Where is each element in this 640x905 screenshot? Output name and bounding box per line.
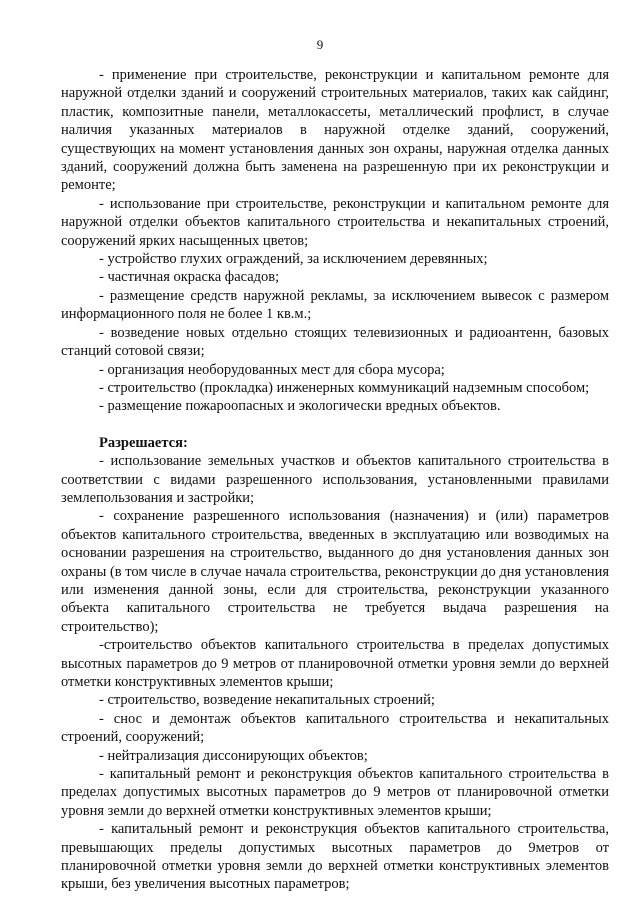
allowed-list — [61, 452, 609, 894]
list-item: - снос и демонтаж объектов капитального строительства и некапитальных строений, сооружений; — [61, 710, 609, 746]
list-item: - капитальный ремонт и реконструкция объектов капитального строительства, превышающих пределы допустимых высотных параметров до 9метров от планировочной отметки уровня земли до верхней отметки конструктивных элементов крыши, без увеличения высотных параметров; — [61, 821, 609, 893]
list-item: - строительство (прокладка) инженерных коммуникаций надземным способом; — [99, 379, 590, 396]
list-item: - сохранение разрешенного использования (назначения) и (или) параметров объектов капитального строительства, введенных в эксплуатацию или возводимых на основании разрешения на строительство, выданного до дня установления данных зон охраны (в том числе в случае начала строительства, реконструкции до дня установления или изменения данной зоны, если для строительства, реконструкции указанного объекта капитального строительства не требуется выдача разрешения на строительство); — [61, 508, 609, 635]
list-item: - размещение средств наружной рекламы, за исключением вывесок с размером информационного поля не более 1 кв.м.; — [61, 287, 609, 323]
list-item: - устройство глухих ограждений, за исключением деревянных; — [99, 251, 488, 268]
list-item: -строительство объектов капитального строительства в пределах допустимых высотных параметров до 9 метров от планировочной отметки уровня земли до верхней отметки конструктивных элементов крыши; — [61, 637, 609, 690]
list-item: - использование при строительстве, реконструкции и капитальном ремонте для наружной отделки объектов капитального строительства и некапитальных строений, сооружений ярких насыщенных цветов; — [61, 195, 609, 249]
prohibited-list — [61, 66, 609, 416]
list-item: - размещение пожароопасных и экологически вредных объектов. — [99, 398, 501, 415]
page-number: 9 — [316, 37, 324, 52]
list-item: - капитальный ремонт и реконструкция объектов капитального строительства в пределах допустимых высотных параметров до 9 метров от планировочной отметки уровня земли до верхней отметки конструктивных элементов крыши; — [61, 766, 609, 819]
list-item: - организация необорудованных мест для сбора мусора; — [99, 361, 445, 378]
list-item: - возведение новых отдельно стоящих телевизионных и радиоантенн, базовых станций сотовой связи; — [61, 324, 609, 360]
allowed-heading: Разрешается: — [99, 434, 188, 451]
list-item: - применение при строительстве, реконструкции и капитальном ремонте для наружной отделки зданий и сооружений строительных материалов, таких как сайдинг, пластик, композитные панели, металлокассеты, металлический профлист, в случае наличия указанных материалов в наружной отделке зданий, сооружений, существующих на момент установления данных зон охраны, наружная отделка данных зданий, сооружений должна быть заменена на разрешенную при их реконструкции и ремонте; — [61, 67, 609, 194]
list-item: - строительство, возведение некапитальных строений; — [99, 692, 435, 709]
document-body — [61, 66, 609, 894]
list-item: - использование земельных участков и объектов капитального строительства в соответствии с видами разрешенного использования, установленными правилами землепользования и застройки; — [61, 453, 609, 506]
list-item: - нейтрализация диссонирующих объектов; — [99, 747, 368, 764]
list-item: - частичная окраска фасадов; — [99, 269, 280, 286]
